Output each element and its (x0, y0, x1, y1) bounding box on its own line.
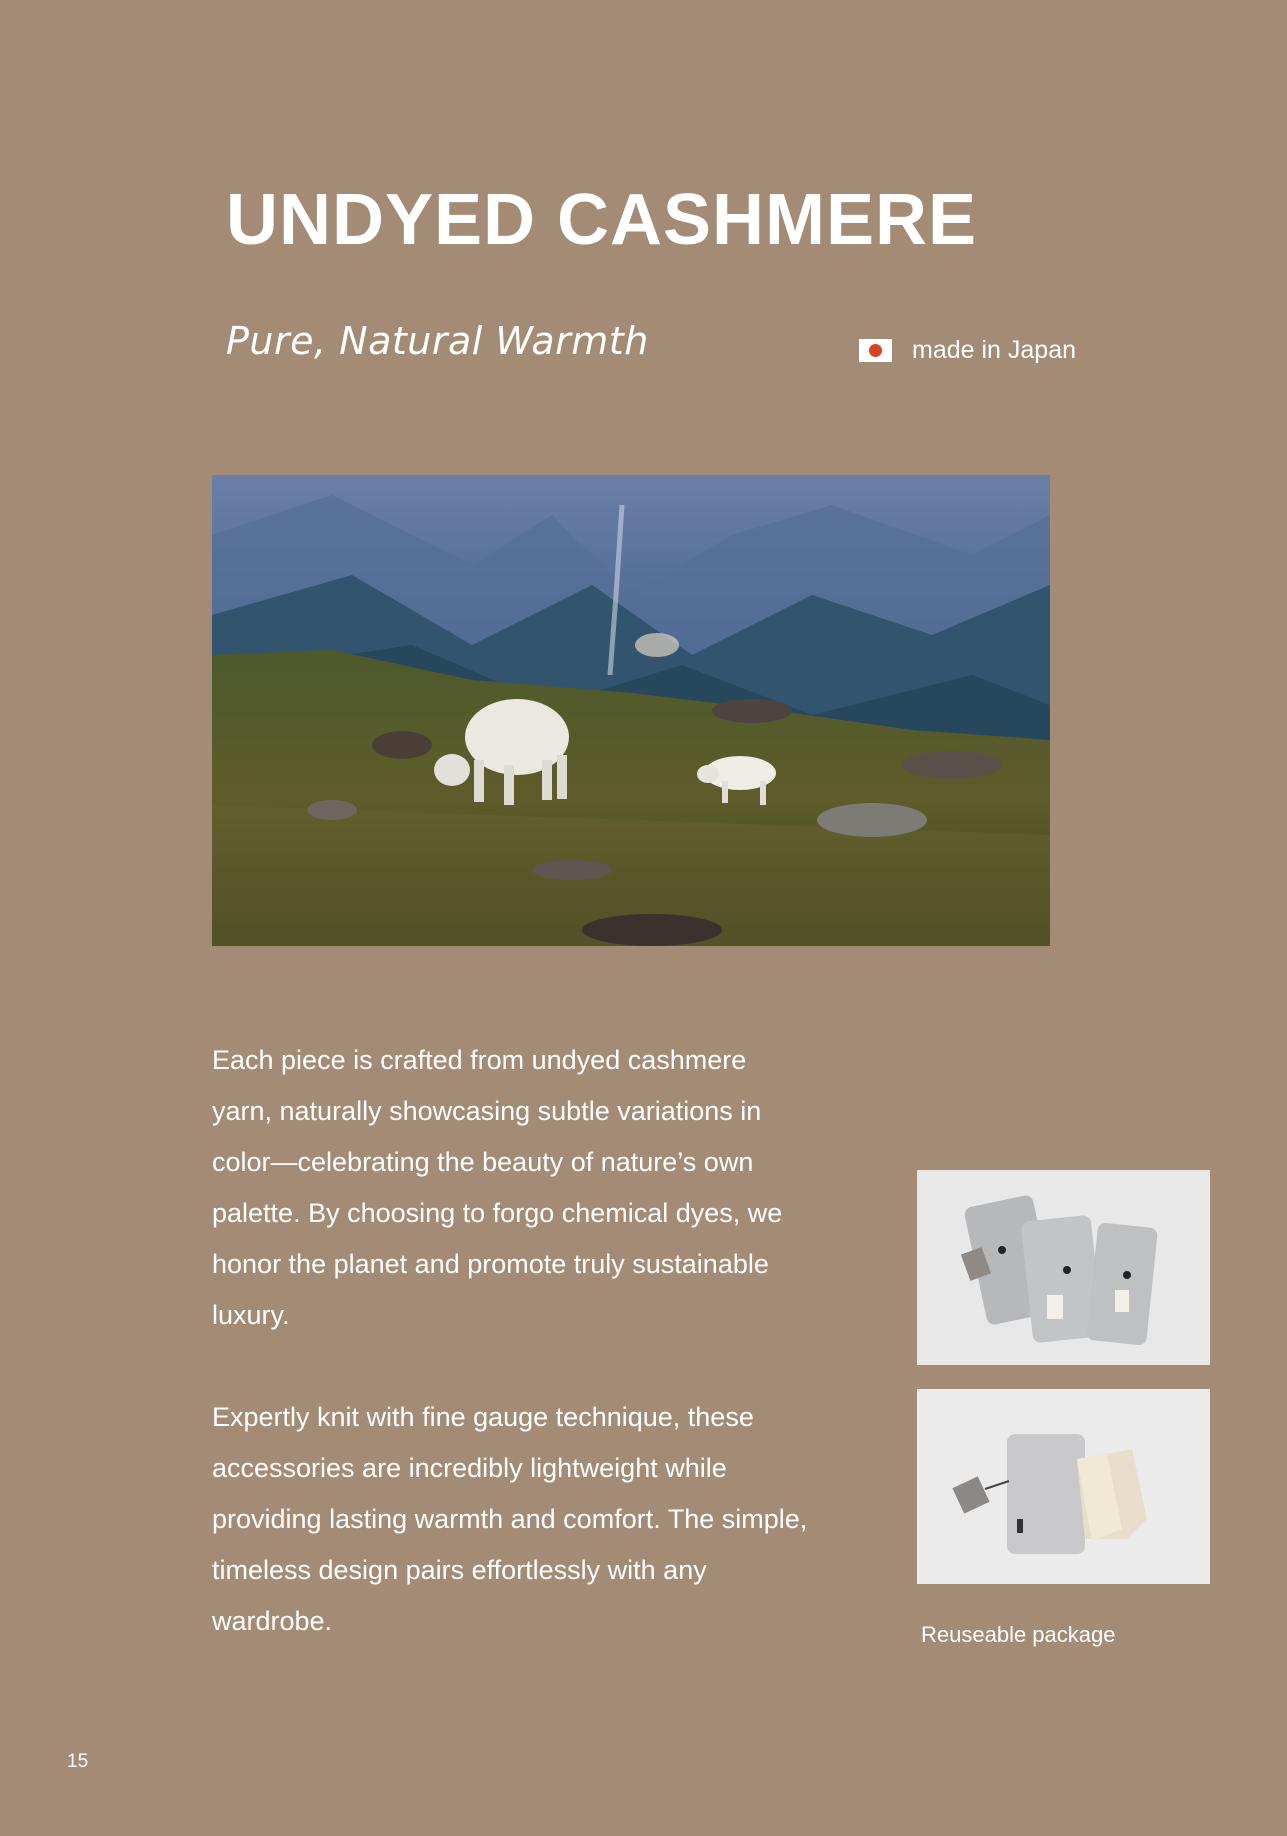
hero-photo (212, 475, 1050, 946)
japan-flag-icon (859, 339, 892, 362)
felt-packages-photo (917, 1170, 1210, 1365)
gallery-caption: Reuseable package (921, 1622, 1116, 1647)
package-with-scarf-photo (917, 1389, 1210, 1584)
body-paragraph-2: Expertly knit with fine gauge technique, these accessories are incredibly lightweight while providing lasting warmth and comfort. The simple, timeless design pairs effortlessly with any wardrobe. (212, 1402, 808, 1636)
page-subtitle: Pure, Natural Warmth (226, 319, 649, 363)
origin-badge (859, 336, 1076, 365)
body-paragraph-1: Each piece is crafted from undyed cashmere yarn, naturally showcasing subtle variations in color—celebrating the beauty of nature’s own palette. By choosing to forgo chemical dyes, we honor the planet and promote truly sustainable luxury. (212, 1045, 783, 1330)
page-title: UNDYED CASHMERE (226, 180, 978, 260)
page-number: 15 (67, 1751, 89, 1772)
origin-label: made in Japan (912, 336, 1077, 364)
